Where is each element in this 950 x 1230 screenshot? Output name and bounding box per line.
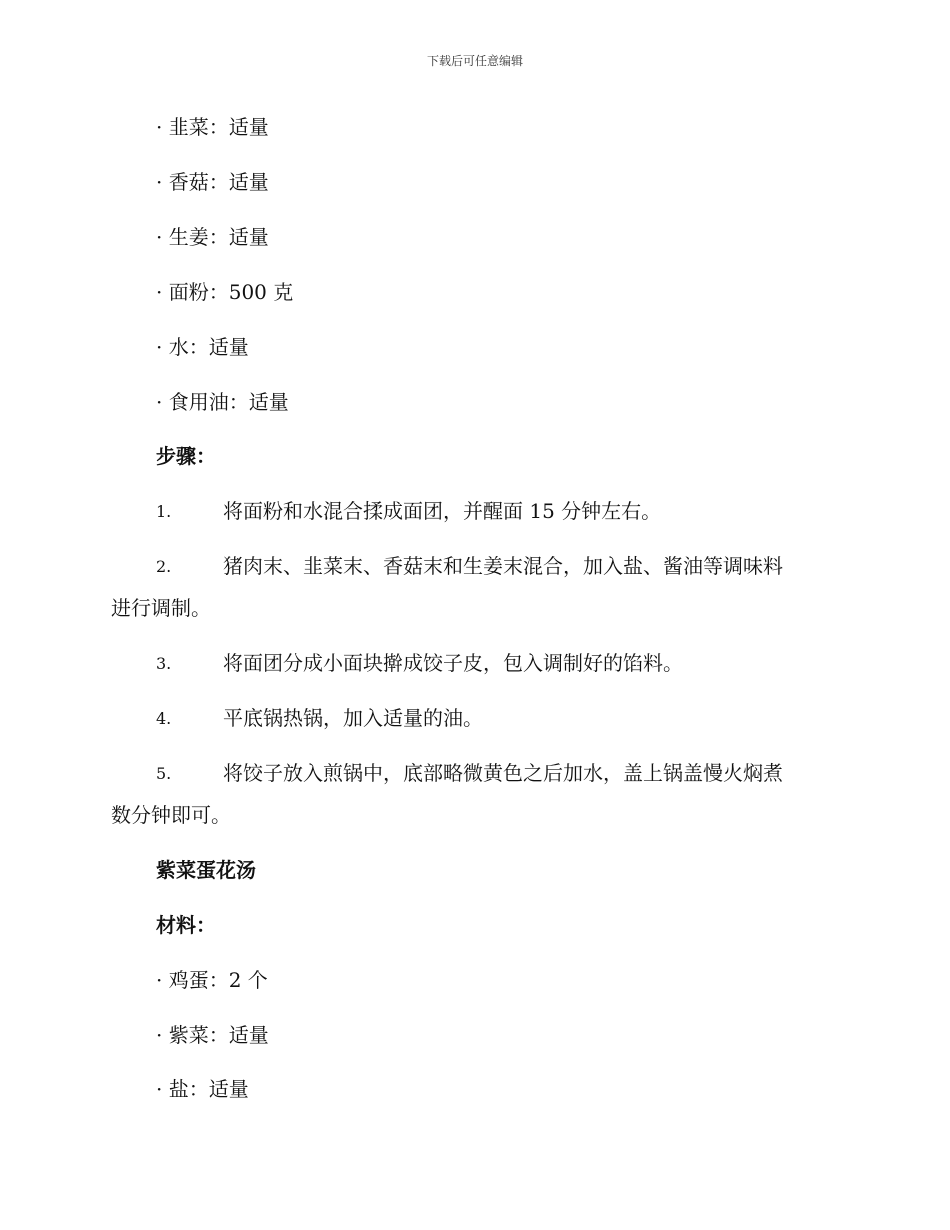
step-text: 平底锅热锅，加入适量的油。 bbox=[223, 706, 483, 730]
step-text: 猪肉末、韭菜末、香菇末和生姜末混合，加入盐、酱油等调味料 bbox=[223, 554, 783, 578]
step-text: 将面团分成小面块擀成饺子皮，包入调制好的馅料。 bbox=[223, 651, 683, 675]
step-number: 5. bbox=[156, 764, 172, 783]
step-number: 3. bbox=[156, 654, 172, 673]
ingredient-item: · 水：适量 bbox=[156, 335, 249, 359]
ingredient-item: · 生姜：适量 bbox=[156, 225, 269, 249]
step-number: 2. bbox=[156, 557, 172, 576]
materials-heading: 材料： bbox=[156, 913, 216, 937]
step-text-continuation: 数分钟即可。 bbox=[111, 803, 231, 827]
ingredient-item: · 食用油：适量 bbox=[156, 390, 289, 414]
ingredient-item: · 面粉：500 克 bbox=[156, 280, 294, 304]
page-header: 下载后可任意编辑 bbox=[426, 54, 523, 68]
step-number: 1. bbox=[156, 502, 172, 521]
recipe-title: 紫菜蛋花汤 bbox=[156, 858, 256, 882]
ingredient-item: · 香菇：适量 bbox=[156, 170, 269, 194]
steps-heading: 步骤： bbox=[156, 444, 216, 468]
ingredient-item: · 紫菜：适量 bbox=[156, 1023, 269, 1047]
step-number: 4. bbox=[156, 709, 172, 728]
step-text: 将饺子放入煎锅中，底部略微黄色之后加水，盖上锅盖慢火焖煮 bbox=[223, 761, 783, 785]
ingredient-item: · 盐：适量 bbox=[156, 1077, 249, 1101]
step-text: 将面粉和水混合揉成面团，并醒面 15 分钟左右。 bbox=[223, 499, 662, 523]
ingredient-item: · 鸡蛋：2 个 bbox=[156, 968, 268, 992]
ingredient-item: · 韭菜：适量 bbox=[156, 115, 269, 139]
step-text-continuation: 进行调制。 bbox=[111, 596, 211, 620]
